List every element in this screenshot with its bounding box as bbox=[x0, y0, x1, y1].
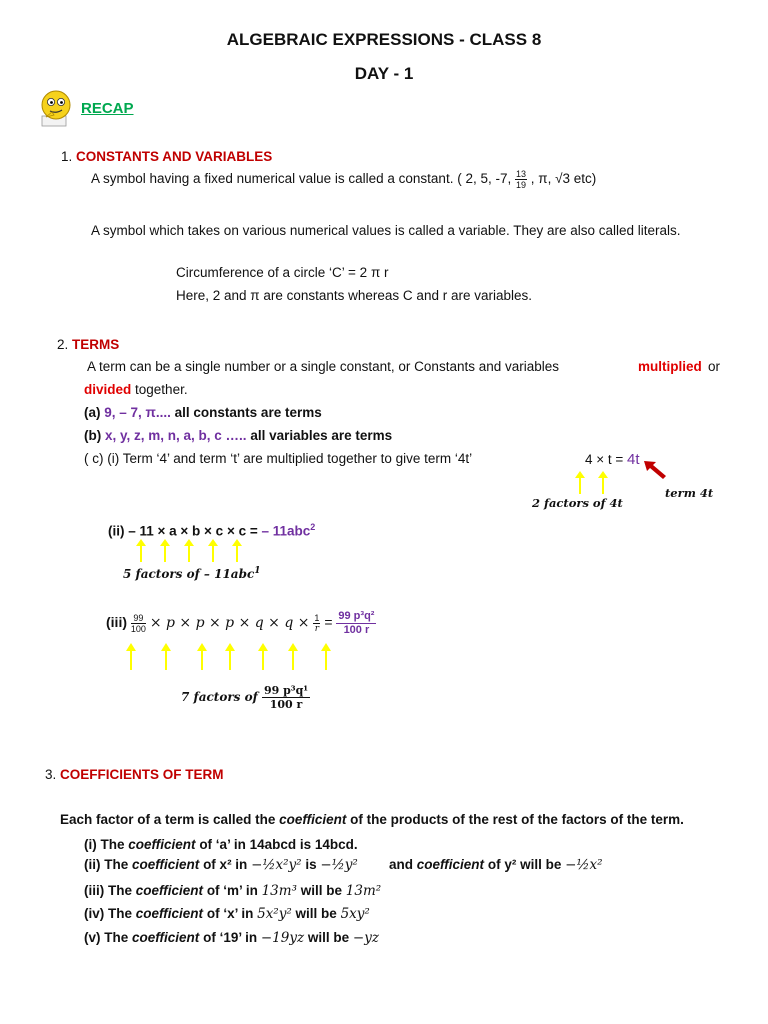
item-text: all constants are terms bbox=[174, 405, 322, 420]
result-fraction: $\frac{\text{99 p³q²}}{100 r}$ bbox=[338, 610, 375, 636]
definition-text: of the products of the rest of the factors of the term. bbox=[350, 812, 684, 827]
exponent: 1 bbox=[254, 566, 261, 576]
day-label: DAY - 1 bbox=[354, 64, 414, 83]
exponent: 2 bbox=[310, 522, 316, 532]
section-title: TERMS bbox=[72, 337, 120, 352]
terms-item-iii bbox=[106, 610, 376, 637]
expression-text: 4 × t = bbox=[585, 452, 624, 467]
term-intro-line-2 bbox=[84, 382, 188, 397]
iii-factors-label bbox=[181, 684, 310, 711]
section-title: COEFFICIENTS OF TERM bbox=[60, 767, 224, 782]
c-expression bbox=[585, 451, 640, 468]
section-2-heading bbox=[57, 337, 119, 352]
item-label: (iii) bbox=[106, 614, 127, 631]
c-factors-label: 2 factors of 4t bbox=[532, 496, 623, 510]
item-label: (a) bbox=[84, 405, 101, 420]
terms-item-c: ( c) (i) Term ‘4’ and term ‘t’ are multiplied together to give term ‘4t’ bbox=[84, 451, 473, 466]
coef-item-ii-y: and coefficient of y² will be −½x² bbox=[389, 857, 603, 873]
factors-fraction: $\frac{\text{99 p³q¹}}{100 r}$ bbox=[263, 684, 309, 711]
word-divided: divided bbox=[84, 382, 132, 397]
five-yellow-arrows-icon bbox=[128, 538, 258, 564]
result-4t: 4t bbox=[627, 451, 640, 468]
word-together: together. bbox=[135, 382, 188, 397]
coef-item-i: (i) The coefficient of ‘a’ in 14abcd is 14bcd. bbox=[84, 837, 358, 852]
recap-heading: RECAP bbox=[81, 100, 134, 117]
section-3-heading bbox=[45, 767, 224, 782]
section-title: CONSTANTS AND VARIABLES bbox=[76, 149, 273, 164]
section-number: 2. bbox=[57, 337, 69, 352]
definition-text: Each factor of a term is called the bbox=[60, 812, 276, 827]
constants-list: 9, – 7, π.... bbox=[104, 405, 171, 420]
yellow-up-arrows-icon bbox=[572, 470, 612, 496]
factors-text: 5 factors of – 11abc bbox=[123, 567, 255, 581]
circumference-line: Circumference of a circle ‘C’ = 2 π r bbox=[176, 265, 389, 280]
variables-list: x, y, z, m, n, a, b, c ….. bbox=[105, 428, 247, 443]
page-title: ALGEBRAIC EXPRESSIONS - CLASS 8 bbox=[226, 30, 542, 49]
constant-tail: , π, √3 etc) bbox=[530, 171, 597, 187]
word-or: or bbox=[708, 359, 721, 374]
term-intro-text: A term can be a single number or a single constant, or Constants and variables bbox=[87, 359, 560, 374]
term-intro-line-1 bbox=[87, 359, 723, 374]
expression-text: (ii) – 11 × a × b × c × c = bbox=[108, 523, 258, 539]
coefficient-word: coefficient bbox=[279, 812, 347, 827]
constant-definition bbox=[91, 169, 596, 190]
section-number: 1. bbox=[61, 149, 73, 164]
factors-text: 7 factors of bbox=[181, 690, 258, 704]
thinking-smiley-icon bbox=[38, 88, 74, 128]
fraction-99-100: $\frac{99}{100}$ bbox=[130, 613, 146, 634]
equals-sign: = bbox=[324, 614, 333, 631]
item-label: (b) bbox=[84, 428, 102, 443]
constant-text: A symbol having a fixed numerical value is called a constant. ( 2, 5, -7, bbox=[91, 171, 512, 187]
c-term-label: term 4t bbox=[665, 486, 714, 500]
coef-item-v: (v) The coefficient of ‘19’ in −19yz will be −yz bbox=[84, 930, 379, 946]
variable-definition: A symbol which takes on various numerical values is called a variable. They are also called literals. bbox=[91, 223, 681, 238]
terms-item-a bbox=[84, 405, 322, 420]
coefficient-definition bbox=[60, 812, 684, 827]
section-1-heading bbox=[61, 149, 272, 164]
coef-item-iii: (iii) The coefficient of ‘m’ in 13m³ will be 13m² bbox=[84, 883, 382, 899]
terms-item-b bbox=[84, 428, 392, 443]
seven-yellow-arrows-icon bbox=[118, 642, 344, 672]
item-text: all variables are terms bbox=[250, 428, 393, 443]
word-multiplied: multiplied bbox=[638, 359, 702, 374]
coef-item-ii: (ii) The coefficient of x² in −½x²y² is −½y² bbox=[84, 857, 358, 873]
fraction-1-r: $\frac{1}{r}$ bbox=[314, 613, 320, 634]
constants-variables-note: Here, 2 and π are constants whereas C and r are variables. bbox=[176, 288, 532, 303]
result-11abc: – 11abc bbox=[261, 523, 311, 539]
ii-factors-label bbox=[123, 566, 261, 581]
coef-item-iv: (iv) The coefficient of ‘x’ in 5x²y² will be 5xy² bbox=[84, 906, 370, 922]
product-expression: × p × p × p × q × q × bbox=[149, 615, 310, 632]
section-number: 3. bbox=[45, 767, 57, 782]
terms-item-ii bbox=[108, 522, 315, 539]
fraction-13-19: $\frac{13}{19}$ bbox=[515, 169, 526, 190]
red-diagonal-arrow-icon bbox=[642, 458, 668, 480]
